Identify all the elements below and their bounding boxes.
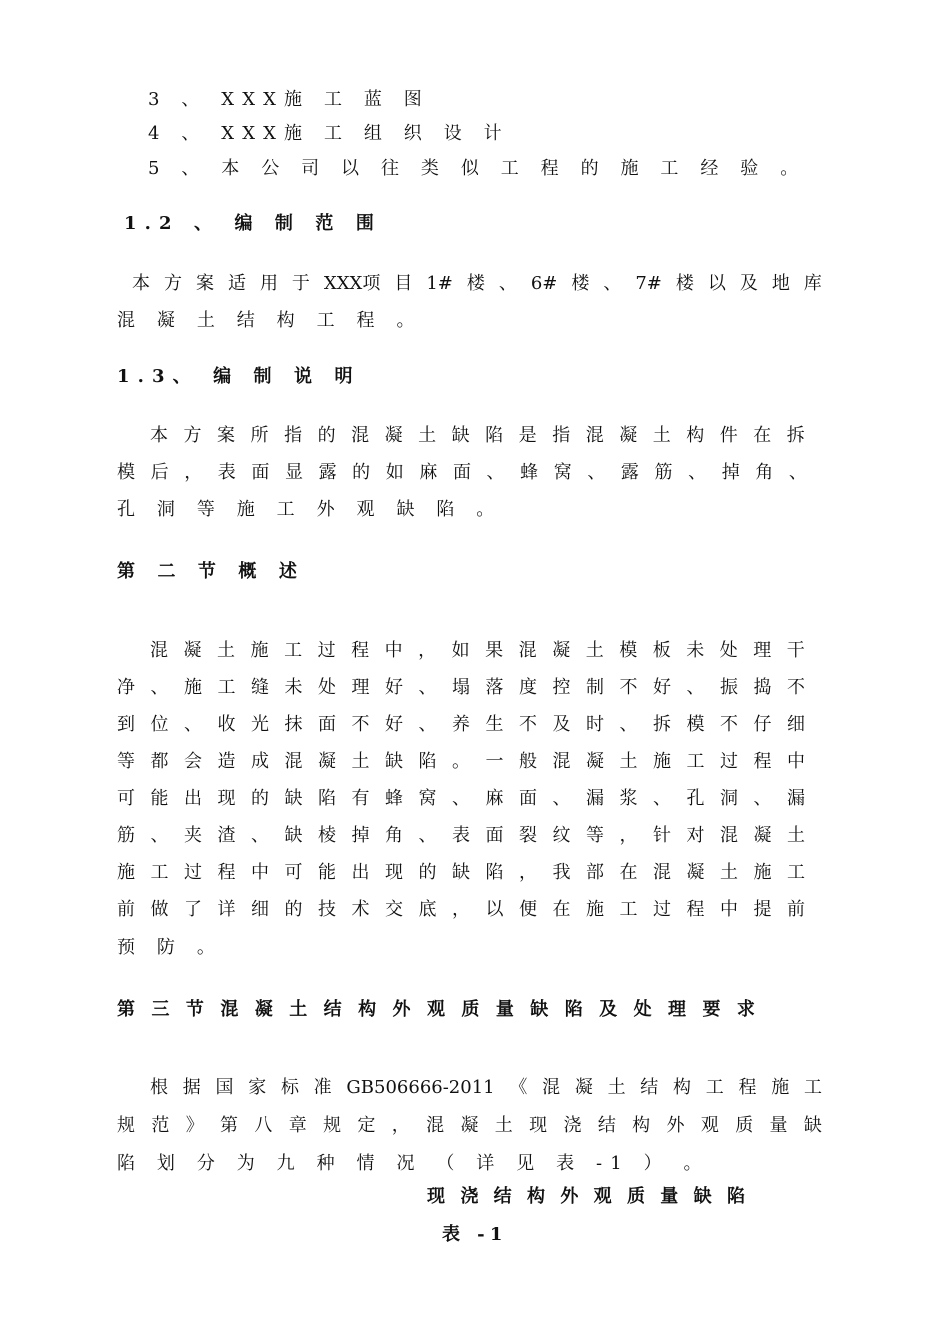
scope-paragraph-line-1: 本 方 案 适 用 于 XXX项 目 1# 楼 、 6# 楼 、 7# 楼 以 及 地 库 bbox=[132, 273, 822, 294]
section-3-heading: 第 三 节 混 凝 土 结 构 外 观 质 量 缺 陷 及 处 理 要 求 bbox=[117, 999, 755, 1020]
reference-item-5: 5 、 本 公 司 以 往 类 似 工 程 的 施 工 经 验 。 bbox=[148, 158, 807, 179]
section-1-3-heading: 1.3、 编 制 说 明 bbox=[117, 366, 361, 387]
reference-item-3: 3 、 XXX施 工 蓝 图 bbox=[148, 89, 430, 110]
reference-item-4: 4 、 XXX施 工 组 织 设 计 bbox=[148, 123, 510, 144]
description-line-3: 孔 洞 等 施 工 外 观 缺 陷 。 bbox=[117, 499, 503, 520]
overview-line-5: 可 能 出 现 的 缺 陷 有 蜂 窝 、 麻 面 、 漏 浆 、 孔 洞 、 漏 bbox=[117, 788, 805, 809]
section-1-2-heading: 1.2 、 编 制 范 围 bbox=[124, 213, 382, 234]
standard-line-2: 规 范 》 第 八 章 规 定 ， 混 凝 土 现 浇 结 构 外 观 质 量 缺 bbox=[117, 1115, 822, 1136]
overview-line-2: 净 、 施 工 缝 未 处 理 好 、 塌 落 度 控 制 不 好 、 振 捣 不 bbox=[117, 677, 805, 698]
standard-line-1: 根 据 国 家 标 准 GB506666-2011 《 混 凝 土 结 构 工 程 施 工 bbox=[150, 1077, 822, 1098]
table-label: 表 -1 bbox=[442, 1224, 508, 1245]
overview-line-9: 预 防 。 bbox=[117, 937, 223, 958]
overview-line-1: 混 凝 土 施 工 过 程 中 ， 如 果 混 凝 土 模 板 未 处 理 干 bbox=[150, 640, 805, 661]
overview-line-6: 筋 、 夹 渣 、 缺 棱 掉 角 、 表 面 裂 纹 等 ， 针 对 混 凝 土 bbox=[117, 825, 805, 846]
standard-line-3: 陷 划 分 为 九 种 情 况 （ 详 见 表 -1 ） 。 bbox=[117, 1153, 710, 1174]
overview-line-7: 施 工 过 程 中 可 能 出 现 的 缺 陷 ， 我 部 在 混 凝 土 施 工 bbox=[117, 862, 805, 883]
table-title: 现 浇 结 构 外 观 质 量 缺 陷 bbox=[427, 1186, 745, 1207]
scope-paragraph-line-2: 混 凝 土 结 构 工 程 。 bbox=[117, 310, 423, 331]
description-line-2: 模 后 ， 表 面 显 露 的 如 麻 面 、 蜂 窝 、 露 筋 、 掉 角 、 bbox=[117, 462, 807, 483]
overview-line-3: 到 位 、 收 光 抹 面 不 好 、 养 生 不 及 时 、 拆 模 不 仔 细 bbox=[117, 714, 805, 735]
overview-line-8: 前 做 了 详 细 的 技 术 交 底 ， 以 便 在 施 工 过 程 中 提 前 bbox=[117, 899, 805, 920]
section-2-heading: 第 二 节 概 述 bbox=[117, 561, 305, 582]
overview-line-4: 等 都 会 造 成 混 凝 土 缺 陷 。 一 般 混 凝 土 施 工 过 程 中 bbox=[117, 751, 805, 772]
description-line-1: 本 方 案 所 指 的 混 凝 土 缺 陷 是 指 混 凝 土 构 件 在 拆 bbox=[150, 425, 805, 446]
